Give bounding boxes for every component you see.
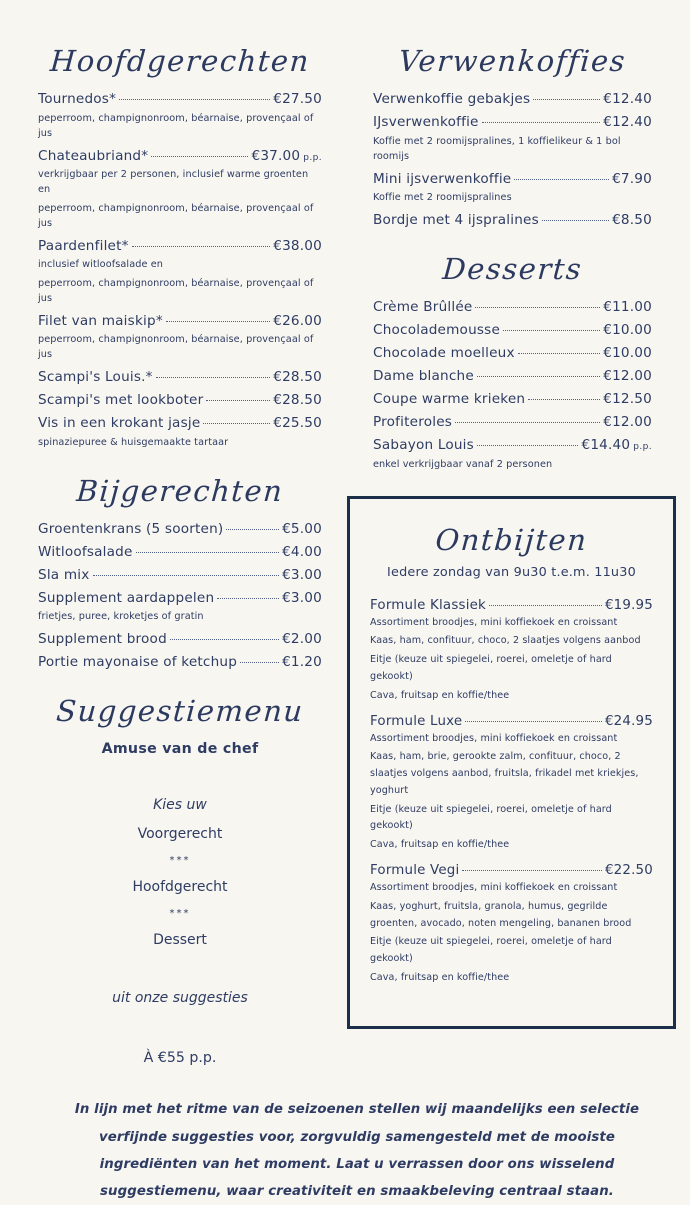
item-note: peperroom, champignonroom, béarnaise, provençaal of jus	[38, 334, 314, 361]
item-price: €5.00	[282, 520, 322, 537]
item-note: Kaas, ham, brie, gerookte zalm, confituur, choco, 2 slaatjes volgens aanbod, fruitsla, frikadel met kriekjes, yoghurt	[370, 751, 639, 796]
item-name: Vis in een krokant jasje	[38, 415, 201, 432]
item-name: Formule Vegi	[370, 863, 460, 878]
menu-item	[38, 369, 322, 385]
suggestie-subtitle: Amuse van de chef	[101, 741, 259, 758]
section-title-hoofdgerechten: Hoofdgerechten	[48, 44, 312, 78]
dotted-leader	[514, 179, 609, 180]
menu-item	[38, 148, 322, 231]
item-name: Tournedos*	[38, 91, 117, 107]
menu-item	[38, 415, 322, 450]
suggestie-line: Kies uw	[153, 797, 207, 814]
menu-item-row	[38, 148, 322, 164]
menu-item	[373, 368, 652, 384]
item-name: Chocolademousse	[373, 322, 501, 339]
menu-item-row	[38, 631, 322, 647]
item-price: €10.00	[603, 322, 652, 339]
dotted-leader	[489, 605, 602, 606]
item-note: Kaas, ham, confituur, choco, 2 slaatjes volgens aanbod	[370, 635, 641, 647]
item-price: €27.50	[273, 91, 322, 107]
item-price: €1.20	[282, 654, 322, 671]
suggestie-line: ***	[169, 908, 191, 920]
item-name: Scampi's Louis.*	[38, 369, 153, 386]
item-name: Witloofsalade	[38, 543, 133, 560]
menu-item-row	[38, 392, 322, 408]
menu-item-row	[373, 91, 652, 107]
dotted-leader	[503, 330, 600, 331]
item-price: €12.40	[603, 114, 652, 130]
menu-item-row	[373, 345, 652, 361]
dotted-leader	[462, 870, 602, 871]
item-price: €14.40	[581, 437, 631, 454]
section-title-suggestiemenu: Suggestiemenu	[55, 694, 305, 729]
item-price: €37.00	[251, 147, 301, 164]
footer-note: In lijn met het ritme van de seizoenen stellen wij maandelijks een selectie verfijnde suggesties voor, zorgvuldig samengesteld met de mooiste ingrediënten van het moment. Laat u verrassen door ons wisselend suggestiemenu, waar creativiteit en smaakbeleving centraal staan.	[74, 1102, 640, 1200]
item-name: Dame blanche	[373, 368, 474, 385]
item-note: Assortiment broodjes, mini koffiekoek en croissant	[370, 732, 618, 744]
dotted-leader	[206, 400, 270, 401]
menu-item	[373, 414, 652, 430]
menu-item-row	[373, 437, 652, 453]
menu-item	[373, 345, 652, 361]
menu-item	[373, 437, 652, 472]
item-name: Filet van maiskip*	[38, 312, 163, 329]
menu-item-row	[38, 369, 322, 385]
menu-item-row	[370, 863, 653, 878]
item-price: €12.00	[603, 368, 652, 385]
item-price-suffix: p.p.	[633, 442, 652, 453]
section-title-desserts: Desserts	[441, 252, 584, 287]
right-column	[347, 44, 676, 1029]
item-price: €3.00	[282, 566, 322, 583]
dotted-leader	[482, 122, 601, 123]
menu-item-row	[373, 414, 652, 430]
item-note: Kaas, yoghurt, fruitsla, granola, humus, gegrilde groenten, avocado, noten mengeling, bananen brood	[370, 900, 632, 929]
dotted-leader	[240, 662, 279, 663]
menu-item-row	[38, 91, 322, 107]
menu-item-row	[38, 654, 322, 670]
item-note: Assortiment broodjes, mini koffiekoek en croissant	[370, 616, 618, 628]
item-note: verkrijgbaar per 2 personen, inclusief warme groenten en	[38, 169, 309, 196]
menu-item-row	[370, 598, 653, 613]
item-price: €4.00	[282, 543, 322, 560]
section-ontbijten-box	[347, 496, 676, 1029]
item-name: IJsverwenkoffie	[373, 114, 479, 130]
item-note: peperroom, champignonroom, béarnaise, provençaal of jus	[38, 277, 314, 304]
dotted-leader	[477, 376, 600, 377]
dotted-leader	[132, 246, 271, 247]
suggestie-line: Voorgerecht	[137, 826, 223, 843]
section-hoofdgerechten	[38, 44, 322, 450]
menu-item-row	[373, 368, 652, 384]
dotted-leader	[518, 353, 600, 354]
menu-item	[370, 714, 653, 854]
menu-item	[373, 91, 652, 107]
menu-item-row	[373, 299, 652, 315]
menu-item	[373, 322, 652, 338]
item-note: Cava, fruitsap en koffie/thee	[370, 839, 510, 851]
section-title-bijgerechten: Bijgerechten	[75, 473, 285, 508]
item-price: €25.50	[273, 415, 322, 432]
suggestie-line: Dessert	[153, 932, 207, 949]
item-price: €11.00	[603, 299, 652, 316]
menu-item	[38, 590, 322, 625]
item-note: Cava, fruitsap en koffie/thee	[370, 689, 510, 701]
item-name: Sla mix	[38, 566, 90, 583]
dotted-leader	[528, 399, 600, 400]
item-name: Formule Luxe	[370, 713, 463, 729]
menu-item-row	[373, 114, 652, 130]
menu-item	[38, 544, 322, 560]
item-note: Cava, fruitsap en koffie/thee	[370, 971, 510, 983]
menu-item	[38, 521, 322, 537]
item-name: Supplement brood	[38, 631, 167, 648]
hoofdgerechten-items	[38, 91, 322, 450]
dotted-leader	[226, 529, 279, 530]
item-name: Supplement aardappelen	[38, 589, 215, 606]
item-name: Chocolade moelleux	[373, 345, 515, 362]
menu-item-row	[373, 322, 652, 338]
menu-item	[373, 391, 652, 407]
ontbijten-subtitle: Iedere zondag van 9u30 t.e.m. 11u30	[387, 564, 636, 580]
ontbijten-items	[370, 598, 653, 987]
item-price: €19.95	[604, 597, 653, 613]
item-note: Assortiment broodjes, mini koffiekoek en croissant	[370, 882, 618, 893]
section-verwenkoffies	[347, 44, 676, 228]
desserts-items	[373, 299, 652, 472]
item-price: €7.90	[612, 170, 652, 187]
item-price: €26.00	[273, 312, 322, 329]
menu-item-row	[373, 391, 652, 407]
menu-item	[373, 299, 652, 315]
suggestie-price: À €55 p.p.	[143, 1050, 217, 1067]
menu-item-row	[373, 212, 652, 228]
menu-item	[370, 863, 653, 987]
menu-item	[38, 567, 322, 583]
dotted-leader	[533, 99, 600, 100]
menu-item	[38, 631, 322, 647]
item-note: Koffie met 2 roomijspralines, 1 koffielikeur & 1 bol roomijs	[373, 135, 621, 162]
dotted-leader	[475, 307, 600, 308]
item-price: €24.95	[604, 713, 653, 729]
menu-item-row	[373, 171, 652, 187]
menu-item-row	[38, 238, 322, 254]
item-price: €28.50	[273, 369, 322, 386]
item-price: €8.50	[612, 212, 652, 229]
item-name: Bordje met 4 ijspralines	[373, 212, 539, 229]
item-name: Mini ijsverwenkoffie	[373, 170, 512, 187]
section-suggestiemenu	[38, 694, 322, 1066]
item-name: Crème Brûllée	[373, 299, 473, 316]
item-name: Formule Klassiek	[370, 597, 487, 613]
suggestie-lines	[38, 797, 322, 948]
item-note: inclusief witloofsalade en	[38, 259, 164, 271]
item-price: €12.40	[603, 91, 652, 107]
menu-item	[38, 654, 322, 670]
dotted-leader	[93, 575, 280, 576]
dotted-leader	[542, 220, 609, 221]
item-note: peperroom, champignonroom, béarnaise, provençaal of jus	[38, 112, 314, 139]
suggestie-line: Hoofdgerecht	[132, 879, 228, 896]
left-column	[38, 44, 322, 1066]
item-note: Eitje (keuze uit spiegelei, roerei, omeletje of hard gekookt)	[370, 936, 612, 965]
item-price: €12.00	[603, 414, 652, 431]
item-name: Portie mayonaise of ketchup	[38, 654, 238, 671]
dotted-leader	[136, 552, 280, 553]
section-desserts	[347, 252, 676, 472]
menu-item	[373, 212, 652, 228]
item-price: €12.50	[603, 391, 652, 408]
suggestie-footnote: uit onze suggesties	[112, 990, 248, 1007]
menu-item-row	[38, 567, 322, 583]
section-title-ontbijten: Ontbijten	[434, 522, 589, 557]
item-price: €22.50	[604, 863, 653, 878]
dotted-leader	[166, 321, 270, 322]
menu-item	[38, 313, 322, 363]
dotted-leader	[477, 445, 579, 446]
item-price: €2.00	[282, 631, 322, 648]
dotted-leader	[151, 156, 248, 157]
menu-item-row	[38, 415, 322, 431]
dotted-leader	[217, 598, 279, 599]
item-price: €38.00	[273, 237, 322, 254]
item-price: €3.00	[282, 589, 322, 606]
item-name: Chateaubriand*	[38, 147, 149, 164]
item-name: Verwenkoffie gebakjes	[373, 91, 531, 107]
item-note: Eitje (keuze uit spiegelei, roerei, omeletje of hard gekookt)	[370, 654, 612, 682]
item-name: Sabayon Louis	[373, 437, 474, 454]
bijgerechten-items	[38, 521, 322, 671]
dotted-leader	[455, 422, 600, 423]
section-bijgerechten	[38, 474, 322, 671]
item-note: enkel verkrijgbaar vanaf 2 personen	[373, 458, 553, 470]
dotted-leader	[119, 99, 270, 100]
item-note: Koffie met 2 roomijspralines	[373, 192, 512, 204]
item-note: spinaziepuree & huisgemaakte tartaar	[38, 436, 229, 448]
menu-item-row	[38, 313, 322, 329]
item-name: Groentenkrans (5 soorten)	[38, 520, 224, 537]
suggestie-line: ***	[169, 855, 191, 867]
section-title-verwenkoffies: Verwenkoffies	[397, 44, 628, 78]
dotted-leader	[156, 377, 271, 378]
menu-item	[373, 171, 652, 206]
menu-item	[370, 598, 653, 705]
menu-item-row	[38, 590, 322, 606]
menu-item-row	[370, 714, 653, 729]
item-name: Scampi's met lookboter	[38, 392, 204, 409]
menu-columns	[38, 44, 676, 1066]
menu-item	[373, 114, 652, 164]
dotted-leader	[203, 423, 270, 424]
item-note: frietjes, puree, kroketjes of gratin	[38, 611, 204, 623]
dotted-leader	[465, 721, 602, 722]
item-price: €28.50	[273, 392, 322, 409]
menu-item	[38, 238, 322, 306]
verwenkoffies-items	[373, 91, 652, 228]
item-note: Eitje (keuze uit spiegelei, roerei, omeletje of hard gekookt)	[370, 803, 612, 832]
item-name: Profiteroles	[373, 414, 453, 431]
item-price: €10.00	[603, 345, 652, 362]
menu-item	[38, 91, 322, 141]
menu-item	[38, 392, 322, 408]
item-name: Paardenfilet*	[38, 237, 129, 254]
item-name: Coupe warme krieken	[373, 391, 526, 408]
menu-item-row	[38, 544, 322, 560]
dotted-leader	[170, 639, 279, 640]
menu-item-row	[38, 521, 322, 537]
item-note: peperroom, champignonroom, béarnaise, provençaal of jus	[38, 202, 314, 229]
item-price-suffix: p.p.	[303, 152, 322, 163]
